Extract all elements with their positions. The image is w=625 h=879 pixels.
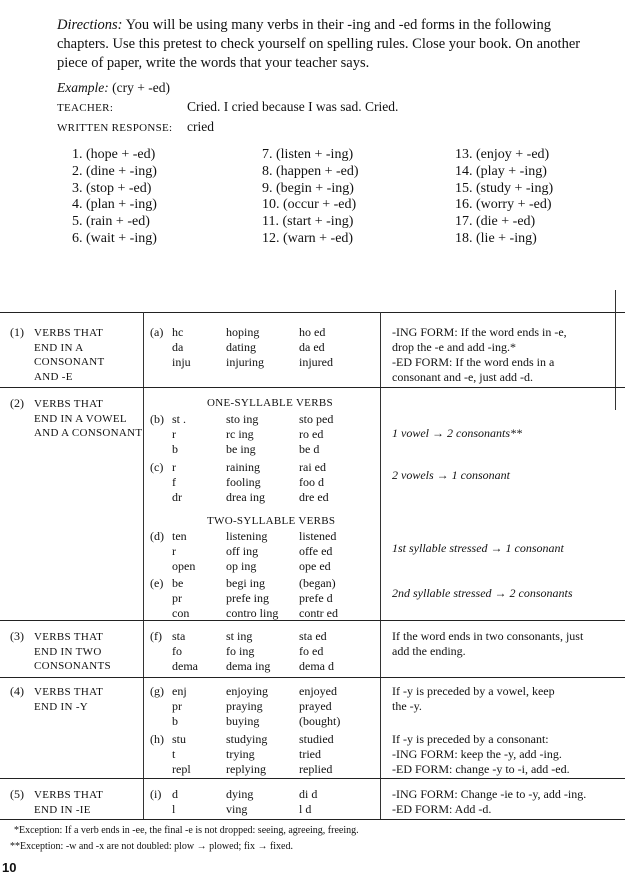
row4-bottom-rule [0,778,625,779]
pretest-item: 4. (plan + -ing) [72,197,157,213]
row4g-letter: (g) [150,684,164,698]
row2b-ed: sto ped ro ed be d [299,412,334,456]
footnote-2: **Exception: -w and -x are not doubled: plow → plowed; fix → fixed. [10,841,293,852]
pretest-item: 16. (worry + -ed) [455,197,552,213]
row5-ed: di d l d [299,787,318,816]
row3-base: sta fo dema [172,629,198,673]
row3-number: (3) [10,629,24,643]
row2b-letter: (b) [150,412,164,426]
row2e-ing: begi ing prefe ing contro ling [226,576,279,620]
row5-number: (5) [10,787,24,801]
pretest-item: 5. (rain + -ed) [72,214,150,230]
row2c-ing: raining fooling drea ing [226,460,265,504]
row5-rule: -ING FORM: Change -ie to -y, add -ing. -ED FORM: Add -d. [392,787,587,816]
page-number: 10 [2,860,17,875]
row1-rule: -ING FORM: If the word ends in -e, drop the -e and add -ing.* -ED FORM: If the word ends in a consonant and -e, just add -d. [392,325,567,384]
pretest-item: 8. (happen + -ed) [262,163,359,179]
row2b-base: st . r b [172,412,187,456]
row4-number: (4) [10,684,24,698]
row4h-letter: (h) [150,732,164,746]
row4h-ed: studied tried replied [299,732,334,776]
pretest-item: 3. (stop + -ed) [72,180,152,196]
chart-divider-right [380,312,381,820]
directions-paragraph [57,16,587,73]
row2d-letter: (d) [150,529,164,543]
row2e-ed: (began) prefe d contr ed [299,576,338,620]
example-label: Example: [57,80,109,95]
row1-base: hc da inju [172,325,191,369]
row3-rule: If the word ends in two consonants, just add the ending. [392,629,584,658]
row1-ed: ho ed da ed injured [299,325,333,369]
row4h-rule: If -y is preceded by a consonant: -ING FORM: keep the -y, add -ing. -ED FORM: change -y to -i, add -ed. [392,732,570,776]
row2e-letter: (e) [150,576,164,590]
row2c-letter: (c) [150,460,164,474]
one-syllable-heading: ONE-SYLLABLE VERBS [207,397,333,409]
pretest-item: 15. (study + -ing) [455,180,554,196]
pretest-item: 7. (listen + -ing) [262,147,354,162]
row2c-base: r f dr [172,460,182,504]
footnote-1: *Exception: If a verb ends in -ee, the final -e is not dropped: seeing, agreeing, freeing. [14,825,359,836]
pretest-item: 18. (lie + -ing) [455,230,537,246]
directions-lead: Directions: [57,17,123,33]
row4g-ed: enjoyed prayed (bought) [299,684,341,728]
row2d-rule: 1st syllable stressed → 1 consonant [392,541,564,555]
chart-edge-right [615,290,616,410]
row1-number: (1) [10,325,24,339]
row2b-rule: 1 vowel → 2 consonants** [392,426,522,440]
row1-bottom-rule [0,387,625,388]
pretest-item: 14. (play + -ing) [455,163,547,179]
pretest-item: 11. (start + -ing) [262,214,354,230]
row2b-ing: sto ing rc ing be ing [226,412,259,456]
row3-category: VERBS THAT END IN TWO CONSONANTS [34,631,111,672]
row2-bottom-rule [0,620,625,621]
directions-text: You will be using many verbs in their -ing and -ed forms in the following chapters. Use this pretest to check yourself on spelling rules. Close your book. On another piece of paper, write the words that your teacher says. [57,17,581,71]
chart-divider-left [143,312,144,820]
pretest-item: 10. (occur + -ed) [262,197,357,213]
row2d-ing: listening off ing op ing [226,529,268,573]
row3-ed: sta ed fo ed dema d [299,629,334,673]
row2c-ed: rai ed foo d dre ed [299,460,329,504]
row5-letter: (i) [150,787,162,801]
pretest-column-3 [455,147,615,248]
written-response-text: cried [187,119,214,134]
pretest-item: 9. (begin + -ing) [262,180,354,196]
row1-letter: (a) [150,325,164,339]
pretest-item: 13. (enjoy + -ed) [455,147,550,162]
row1-ing: hoping dating injuring [226,325,264,369]
row1-category: VERBS THAT END IN A CONSONANT AND -E [34,327,105,383]
row4g-base: enj pr b [172,684,187,728]
pretest-column-2 [262,147,442,248]
chart-bottom-rule [0,819,625,820]
row2d-ed: listened offe ed ope ed [299,529,337,573]
row4g-ing: enjoying praying buying [226,684,268,728]
pretest-item: 2. (dine + -ing) [72,163,157,179]
row2-category: VERBS THAT END IN A VOWEL AND A CONSONANT [34,398,143,439]
row2c-rule: 2 vowels → 1 consonant [392,468,510,482]
pretest-item: 12. (warn + -ed) [262,230,354,246]
row4g-rule: If -y is preceded by a vowel, keep the -y. [392,684,555,713]
row2-number: (2) [10,396,24,410]
teacher-label: TEACHER: [57,102,114,114]
row5-category: VERBS THAT END IN -IE [34,789,104,816]
written-response-label: WRITTEN RESPONSE: [57,122,173,134]
row4h-ing: studying trying replying [226,732,268,776]
row3-ing: st ing fo ing dema ing [226,629,271,673]
row4h-base: stu t repl [172,732,191,776]
row2e-base: be pr con [172,576,190,620]
example-value: (cry + -ed) [112,80,170,95]
pretest-item: 1. (hope + -ed) [72,147,156,162]
row2e-rule: 2nd syllable stressed → 2 consonants [392,586,573,600]
pretest-item: 6. (wait + -ing) [72,230,157,246]
row5-base: d l [172,787,178,816]
pretest-column-1 [72,147,252,248]
row5-ing: dying ving [226,787,254,816]
pretest-item: 17. (die + -ed) [455,214,536,230]
two-syllable-heading: TWO-SYLLABLE VERBS [207,515,336,527]
row2d-base: ten r open [172,529,196,573]
row4-category: VERBS THAT END IN -Y [34,686,104,713]
row3-bottom-rule [0,677,625,678]
chart-top-rule [0,312,625,313]
row3-letter: (f) [150,629,162,643]
teacher-text: Cried. I cried because I was sad. Cried. [187,99,399,114]
example-label-row [57,80,170,96]
